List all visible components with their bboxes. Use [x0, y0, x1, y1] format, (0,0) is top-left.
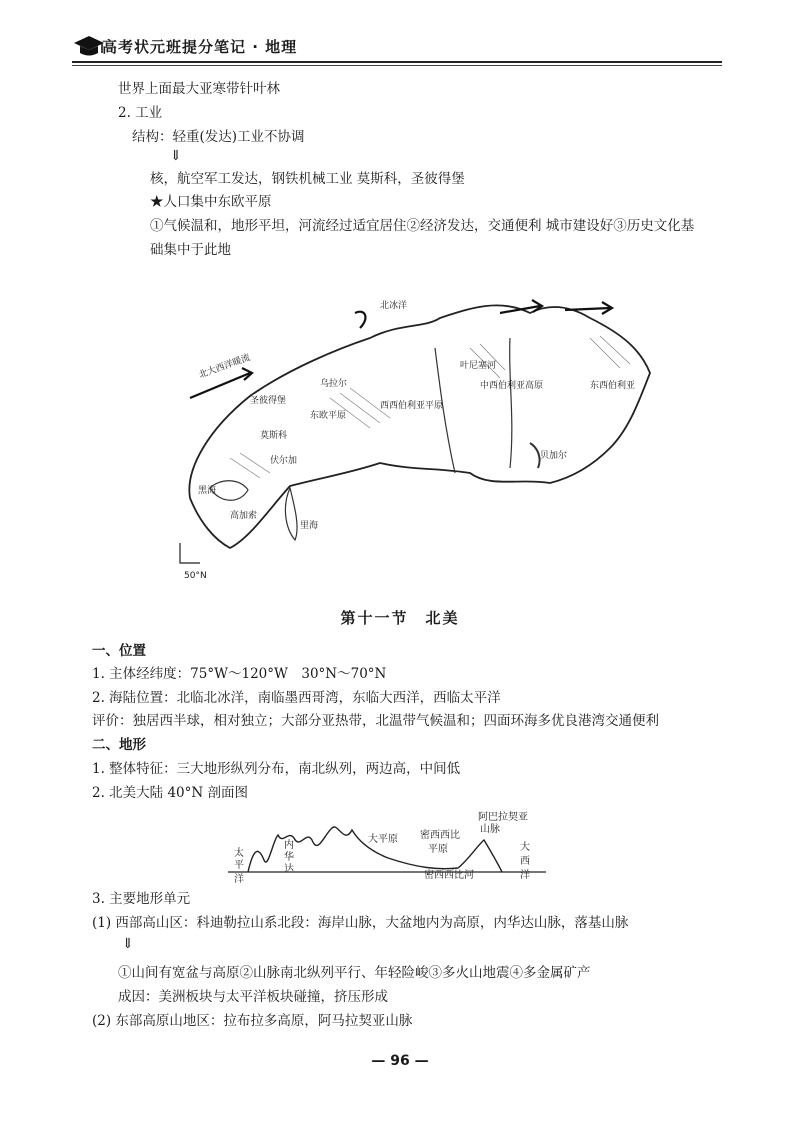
west-region-line: (1) 西部高山区：科迪勒拉山系北段：海岸山脉，大盆地内为高原，内华达山脉，落基山脉 — [92, 915, 629, 931]
profile-pacific-1: 太 — [234, 848, 244, 859]
header-rule — [72, 61, 722, 63]
position-heading: 一、位置 — [92, 643, 146, 659]
map-label-east-europe-plain: 东欧平原 — [310, 411, 347, 421]
caspian-outline — [285, 488, 297, 540]
baikal-outline — [530, 443, 540, 468]
profile-atlantic-1: 大 — [520, 842, 530, 853]
graduation-cap-icon — [72, 34, 106, 58]
profile-mississippi-river: 密西西比河 — [424, 870, 474, 881]
map-label-central-siberia: 中西伯利亚高原 — [480, 381, 544, 391]
profile-mississippi-plain-2: 平原 — [428, 844, 448, 855]
population-note: ★人口集中东欧平原 — [150, 194, 272, 210]
east-region-line: (2) 东部高原山地区：拉布拉多高原，阿马拉契亚山脉 — [92, 1013, 413, 1029]
map-label-black-sea: 黑海 — [198, 486, 217, 496]
header-rule-thin — [72, 65, 722, 66]
map-label-caspian: 里海 — [300, 521, 319, 531]
industry-heading: 2. 工业 — [118, 105, 163, 121]
profile-great-plains: 大平原 — [368, 834, 398, 845]
profile-mississippi-plain-1: 密西西比 — [420, 830, 460, 841]
arrow-north — [355, 312, 365, 328]
profile-title: 2. 北美大陆 40°N 剖面图 — [92, 785, 248, 801]
section-title: 第十一节 北美 — [340, 609, 460, 627]
profile-diagram — [228, 810, 558, 890]
map-label-north-atlantic: 北大西洋暖流 — [197, 352, 252, 381]
map-label-east-siberia: 东西伯利亚 — [590, 381, 636, 391]
profile-appalachian-2: 山脉 — [480, 824, 500, 835]
map-label-baikal: 贝加尔 — [540, 451, 568, 461]
yenisei-river — [510, 338, 512, 468]
reasons-line-2: 础集中于此地 — [150, 242, 231, 258]
profile-nevada-3: 达 — [284, 864, 294, 875]
profile-drawing — [228, 810, 558, 890]
map-label-ural: 乌拉尔 — [320, 379, 348, 389]
terrain-heading: 二、地形 — [92, 737, 146, 753]
down-arrow-icon: ⇓ — [170, 148, 182, 164]
forest-line: 世界上面最大亚寒带针叶林 — [118, 81, 280, 97]
map-label-latitude: 50°N — [184, 571, 207, 581]
profile-pacific-2: 平 — [234, 860, 244, 871]
profile-atlantic-3: 洋 — [520, 870, 530, 881]
header-title: 高考状元班提分笔记 · 地理 — [102, 38, 298, 56]
map-label-west-siberia: 西西伯利亚平原 — [380, 401, 444, 411]
sea-position-line: 2. 海陆位置：北临北冰洋，南临墨西哥湾，东临大西洋，西临太平洋 — [92, 690, 501, 706]
map-label-arctic: 北冰洋 — [380, 301, 408, 311]
map-label-volga: 伏尔加 — [270, 456, 298, 466]
evaluation-line: 评价：独居西半球，相对独立；大部分亚热带，北温带气候温和；四面环海多优良港湾交通便利 — [92, 713, 659, 729]
reasons-line-1: ①气候温和，地形平坦，河流经过适宜居住②经济发达，交通便利 城市建设好③历史文化基 — [150, 218, 695, 234]
down-arrow-icon-2: ⇓ — [122, 936, 134, 952]
west-cause-line: 成因：美洲板块与太平洋板块碰撞，挤压形成 — [118, 989, 388, 1005]
overall-feature-line: 1. 整体特征：三大地形纵列分布，南北纵列，两边高，中间低 — [92, 761, 461, 777]
latitude-mark — [180, 543, 200, 563]
profile-nevada-1: 内 — [284, 840, 294, 851]
industry-core: 核，航空军工发达，钢铁机械工业 莫斯科，圣彼得堡 — [150, 171, 465, 187]
map-label-moscow: 莫斯科 — [260, 431, 288, 441]
country-outline — [189, 305, 650, 548]
page-header — [72, 30, 722, 70]
map-label-caucasus: 高加索 — [230, 511, 258, 521]
russia-sketch-map — [170, 278, 690, 596]
map-label-petersburg: 圣彼得堡 — [250, 396, 287, 406]
units-heading: 3. 主要地形单元 — [92, 891, 191, 907]
profile-appalachian-1: 阿巴拉契亚 — [478, 812, 528, 823]
west-features-line: ①山间有宽盆与高原②山脉南北纵列平行、年轻险峻③多火山地震④多金属矿产 — [118, 965, 591, 981]
page-number: — 96 — — [371, 1053, 429, 1069]
profile-nevada-2: 华 — [284, 852, 294, 863]
profile-pacific-3: 洋 — [234, 874, 244, 885]
latlon-line: 1. 主体经纬度：75°W～120°W 30°N～70°N — [92, 666, 387, 682]
map-label-yenisei: 叶尼塞河 — [460, 361, 497, 371]
map-drawing — [170, 278, 690, 596]
profile-atlantic-2: 西 — [520, 856, 530, 867]
arrow-east-2 — [565, 308, 610, 310]
industry-structure: 结构：轻重(发达)工业不协调 — [132, 129, 305, 145]
